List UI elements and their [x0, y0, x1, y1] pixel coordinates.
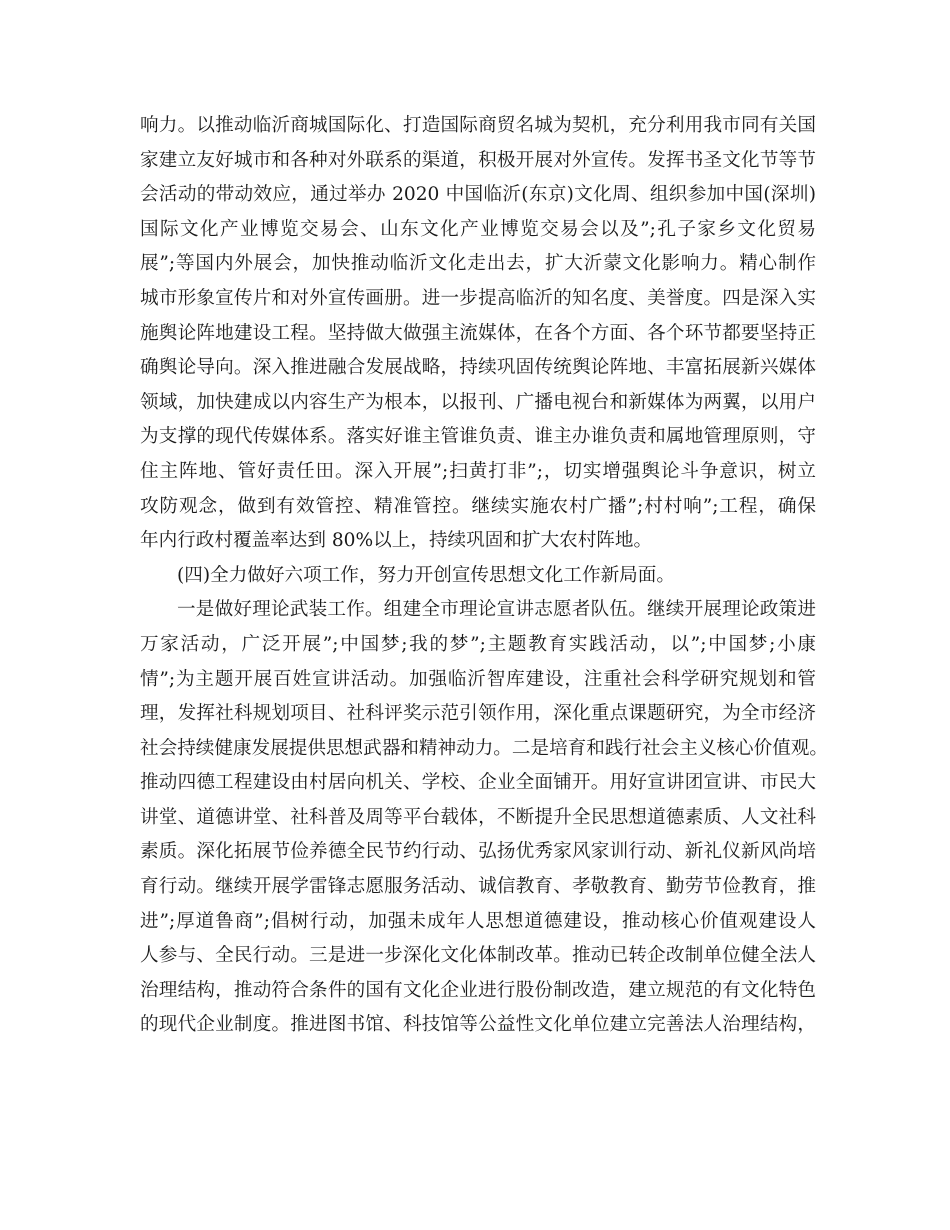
text-line: 治理结构，推动符合条件的国有文化企业进行股份制改造，建立规范的有文化特色 — [140, 979, 816, 1001]
text-line: 为支撑的现代传媒体系。落实好谁主管谁负责、谁主办谁负责和属地管理原则，守 — [140, 426, 816, 448]
text-line: 确舆论导向。深入推进融合发展战略，持续巩固传统舆论阵地、丰富拓展新兴媒体 — [140, 357, 816, 379]
text-line: (四)全力做好六项工作，努力开创宣传思想文化工作新局面。 — [177, 564, 675, 586]
text-line: 情”;为主题开展百姓宣讲活动。加强临沂智库建设，注重社会科学研究规划和管 — [140, 668, 816, 690]
text-line: 社会持续健康发展提供思想武器和精神动力。二是培育和践行社会主义核心价值观。 — [140, 737, 828, 759]
text-line: 会活动的带动效应，通过举办 2020 中国临沂(东京)文化周、组织参加中国(深圳) — [140, 184, 816, 206]
text-line: 理，发挥社科规划项目、社科评奖示范引领作用，深化重点课题研究，为全市经济 — [140, 703, 816, 725]
text-line: 国际文化产业博览交易会、山东文化产业博览交易会以及”;孔子家乡文化贸易 — [140, 218, 816, 240]
text-line: 攻防观念，做到有效管控、精准管控。继续实施农村广播”;村村响”;工程，确保 — [140, 495, 816, 517]
text-line: 施舆论阵地建设工程。坚持做大做强主流媒体，在各个方面、各个环节都要坚持正 — [140, 322, 816, 344]
text-line: 进”;厚道鲁商”;倡树行动，加强未成年人思想道德建设，推动核心价值观建设人 — [140, 910, 816, 932]
text-line: 讲堂、道德讲堂、社科普及周等平台载体，不断提升全民思想道德素质、人文社科 — [140, 806, 816, 828]
text-line: 城市形象宣传片和对外宣传画册。进一步提高临沂的知名度、美誉度。四是深入实 — [140, 287, 816, 309]
text-line: 家建立友好城市和各种对外联系的渠道，积极开展对外宣传。发挥书圣文化节等节 — [140, 149, 816, 171]
text-line: 领域，加快建成以内容生产为根本，以报刊、广播电视台和新媒体为两翼，以用户 — [140, 391, 816, 413]
text-line: 人参与、全民行动。三是进一步深化文化体制改革。推动已转企改制单位健全法人 — [140, 945, 816, 967]
text-line: 推动四德工程建设由村居向机关、学校、企业全面铺开。用好宣讲团宣讲、市民大 — [140, 772, 816, 794]
text-line: 的现代企业制度。推进图书馆、科技馆等公益性文化单位建立完善法人治理结构， — [140, 1014, 816, 1036]
text-line: 住主阵地、管好责任田。深入开展”;扫黄打非”;，切实增强舆论斗争意识，树立 — [140, 460, 816, 482]
text-line: 年内行政村覆盖率达到 80%以上，持续巩固和扩大农村阵地。 — [140, 530, 653, 552]
text-line: 育行动。继续开展学雷锋志愿服务活动、诚信教育、孝敬教育、勤劳节俭教育，推 — [140, 876, 816, 898]
document-body — [140, 109, 828, 1043]
text-line: 万家活动，广泛开展”;中国梦;我的梦”;主题教育实践活动，以”;中国梦;小康 — [140, 633, 816, 655]
text-line: 响力。以推动临沂商城国际化、打造国际商贸名城为契机，充分利用我市同有关国 — [140, 115, 816, 136]
text-line: 一是做好理论武装工作。组建全市理论宣讲志愿者队伍。继续开展理论政策进 — [177, 599, 816, 621]
text-line: 素质。深化拓展节俭养德全民节约行动、弘扬优秀家风家训行动、新礼仪新风尚培 — [140, 841, 816, 863]
text-line: 展”;等国内外展会，加快推动临沂文化走出去，扩大沂蒙文化影响力。精心制作 — [140, 253, 816, 275]
